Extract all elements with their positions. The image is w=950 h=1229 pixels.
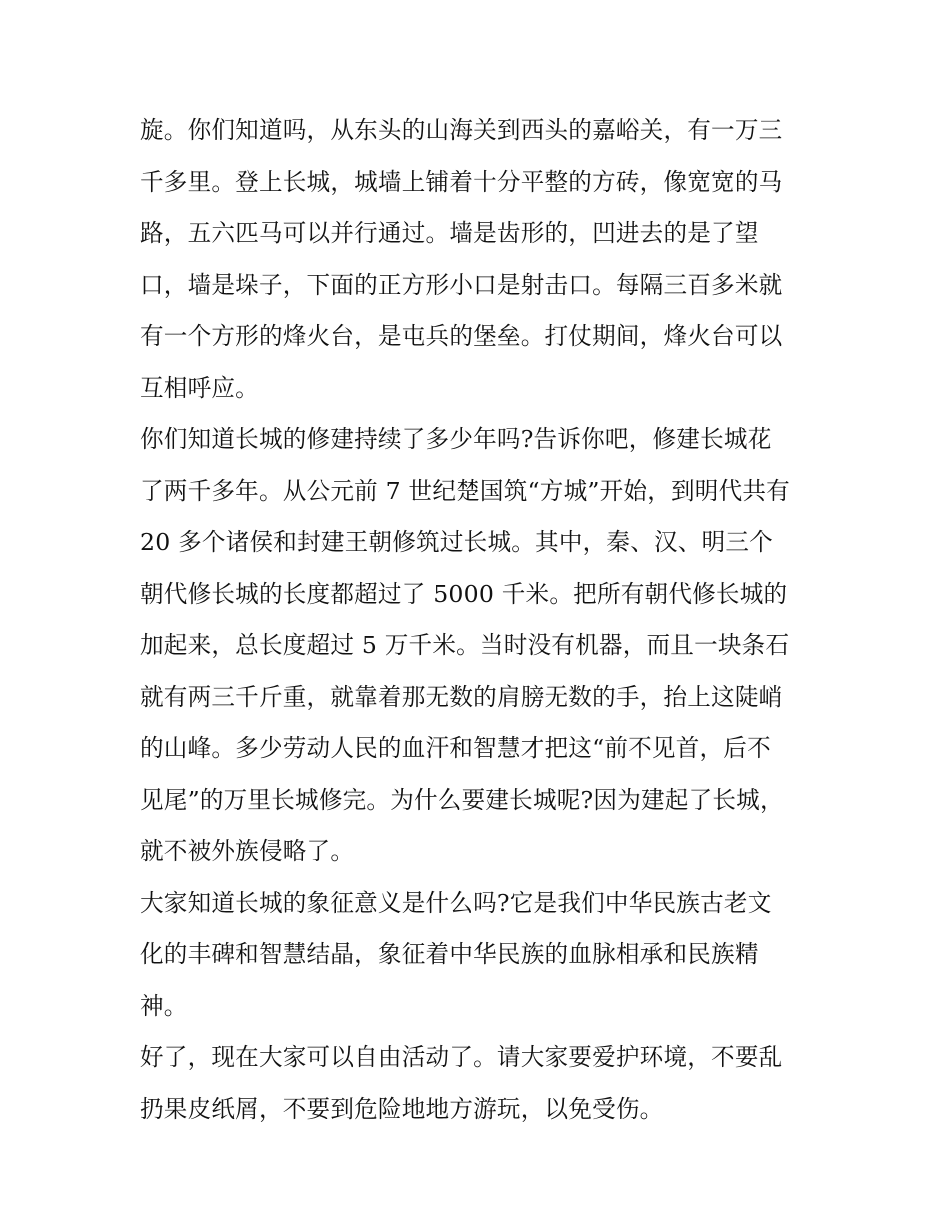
text-line: 旋。你们知道吗，从东头的山海关到西头的嘉峪关，有一万三 [140,116,783,144]
paragraph-3 [140,878,820,1033]
text-line: 大家知道长城的象征意义是什么吗?它是我们中华民族古老文 [140,888,772,917]
text-line: 朝代修长城的长度都超过了 5000 千米。把所有朝代修长城的 [140,579,788,608]
text-line: 加起来，总长度超过 5 万千米。当时没有机器，而且一块条石 [140,631,790,659]
text-line: 千多里。登上长城，城墙上铺着十分平整的方砖，像宽宽的马 [140,167,783,196]
text-line: 了两千多年。从公元前 7 世纪楚国筑“方城”开始，到明代共有 [140,476,790,505]
text-line: 好了，现在大家可以自由活动了。请大家要爱护环境，不要乱 [140,1043,783,1071]
text-line: 扔果皮纸屑，不要到危险地地方游玩，以免受伤。 [140,1094,664,1123]
document-body [140,105,820,1135]
text-line: 口，墙是垛子，下面的正方形小口是射击口。每隔三百多米就 [140,270,783,299]
paragraph-4 [140,1032,820,1135]
text-line: 你们知道长城的修建持续了多少年吗?告诉你吧，修建长城花 [140,425,772,453]
text-line: 就有两三千斤重，就靠着那无数的肩膀无数的手，抬上这陡峭 [140,682,783,711]
paragraph-2 [140,414,820,878]
paragraph-1 [140,105,820,414]
text-line: 见尾”的万里长城修完。为什么要建长城呢?因为建起了长城， [140,785,784,814]
text-line: 有一个方形的烽火台，是屯兵的堡垒。打仗期间，烽火台可以 [140,322,783,350]
text-line: 20 多个诸侯和封建王朝修筑过长城。其中，秦、汉、明三个 [140,528,773,556]
text-line: 化的丰碑和智慧结晶，象征着中华民族的血脉相承和民族精 [140,940,759,968]
text-line: 神。 [140,991,188,1020]
text-line: 互相呼应。 [140,373,259,402]
text-line: 就不被外族侵略了。 [140,837,355,865]
text-line: 的山峰。多少劳动人民的血汗和智慧才把这“前不见首，后不 [140,734,771,762]
text-line: 路，五六匹马可以并行通过。墙是齿形的，凹进去的是了望 [140,219,759,247]
